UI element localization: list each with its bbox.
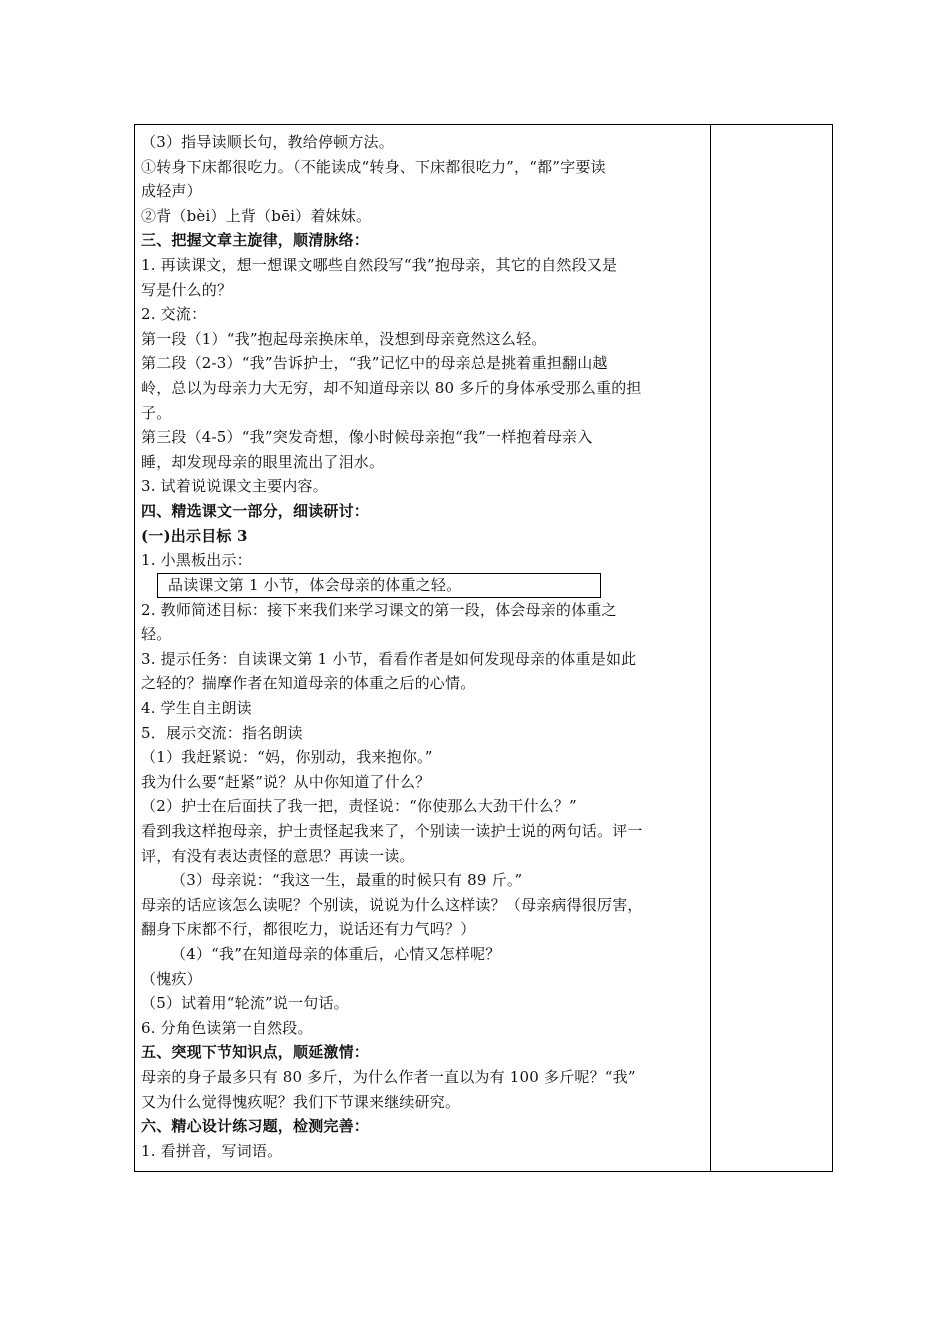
blackboard-box: 品读课文第 1 小节，体会母亲的体重之轻。 xyxy=(157,573,601,598)
content-line: 睡，却发现母亲的眼里流出了泪水。 xyxy=(141,452,385,471)
content-line: 翻身下床都不行，都很吃力，说话还有力气吗？） xyxy=(141,920,476,939)
content-line: 3. 试着说说课文主要内容。 xyxy=(141,477,328,496)
content-line: 6. 分角色读第一自然段。 xyxy=(141,1018,313,1037)
content-line: （2）护士在后面扶了我一把，责怪说：“你使那么大劲干什么？” xyxy=(141,797,577,816)
content-line: ①转身下床都很吃力。（不能读成“转身、下床都很吃力”，“都”字要读 xyxy=(141,157,606,176)
content-line: 第一段（1）“我”抱起母亲换床单，没想到母亲竟然这么轻。 xyxy=(141,329,547,348)
content-line: 成轻声） xyxy=(141,182,202,201)
content-line: 第三段（4-5）“我”突发奇想，像小时候母亲抱“我”一样抱着母亲入 xyxy=(141,428,593,447)
content-line: （3）母亲说：“我这一生，最重的时候只有 89 斤。” xyxy=(171,871,523,890)
content-line: 看到我这样抱母亲，护士责怪起我来了，个别读一读护士说的两句话。评一 xyxy=(141,822,643,841)
content-line: 母亲的身子最多只有 80 多斤，为什么作者一直以为有 100 多斤呢？“我” xyxy=(141,1067,636,1086)
section-heading: 六、精心设计练习题，检测完善： xyxy=(141,1117,370,1136)
content-line: 我为什么要“赶紧”说？从中你知道了什么？ xyxy=(141,772,431,791)
content-line: 母亲的话应该怎么读呢？个别读，说说为什么这样读？（母亲病得很厉害， xyxy=(141,895,643,914)
content-line: 1. 再读课文，想一想课文哪些自然段写“我”抱母亲，其它的自然段又是 xyxy=(141,255,618,274)
content-line: 写是什么的？ xyxy=(141,280,233,299)
content-line: 3. 提示任务：自读课文第 1 小节，看看作者是如何发现母亲的体重是如此 xyxy=(141,649,637,668)
section-heading: 五、突现下节知识点，顺延激情： xyxy=(141,1043,370,1062)
content-line: 子。 xyxy=(141,403,172,422)
section-heading: 三、把握文章主旋律，顺清脉络： xyxy=(141,231,370,250)
content-line: 4. 学生自主朗读 xyxy=(141,699,252,718)
notes-cell xyxy=(711,125,832,1171)
content-line: 1. 看拼音，写词语。 xyxy=(141,1141,283,1160)
content-line: 2. 教师简述目标：接下来我们来学习课文的第一段，体会母亲的体重之 xyxy=(141,600,617,619)
content-line: （4）“我”在知道母亲的体重后，心情又怎样呢？ xyxy=(171,945,501,963)
content-line: 5．展示交流：指名朗读 xyxy=(141,723,303,742)
content-line: 2. 交流： xyxy=(141,305,207,324)
content-line: 之轻的？揣摩作者在知道母亲的体重之后的心情。 xyxy=(141,674,476,693)
section-heading: 四、精选课文一部分，细读研讨： xyxy=(141,501,370,520)
section-heading: (一)出示目标 3 xyxy=(141,526,248,545)
content-line: （5）试着用“轮流”说一句话。 xyxy=(141,994,349,1013)
content-line: ②背（bèi）上背（bēi）着妹妹。 xyxy=(141,206,372,225)
content-line: 第二段（2-3）“我”告诉护士，“我”记忆中的母亲总是挑着重担翻山越 xyxy=(141,354,608,373)
lesson-table xyxy=(134,124,833,1172)
content-line: 1. 小黑板出示： xyxy=(141,551,252,570)
content-line: （1）我赶紧说：“妈，你别动，我来抱你。” xyxy=(141,748,433,767)
content-line xyxy=(141,573,704,598)
lesson-content-cell xyxy=(141,130,704,1163)
content-line: 又为什么觉得愧疚呢？我们下节课来继续研究。 xyxy=(141,1092,461,1111)
content-line: 轻。 xyxy=(141,625,172,644)
content-line: 岭，总以为母亲力大无穷，却不知道母亲以 80 多斤的身体承受那么重的担 xyxy=(141,378,642,397)
content-line: 评，有没有表达责怪的意思？再读一读。 xyxy=(141,846,415,865)
content-line: （3）指导读顺长句，教给停顿方法。 xyxy=(141,133,394,151)
content-line: （愧疚） xyxy=(141,969,202,988)
